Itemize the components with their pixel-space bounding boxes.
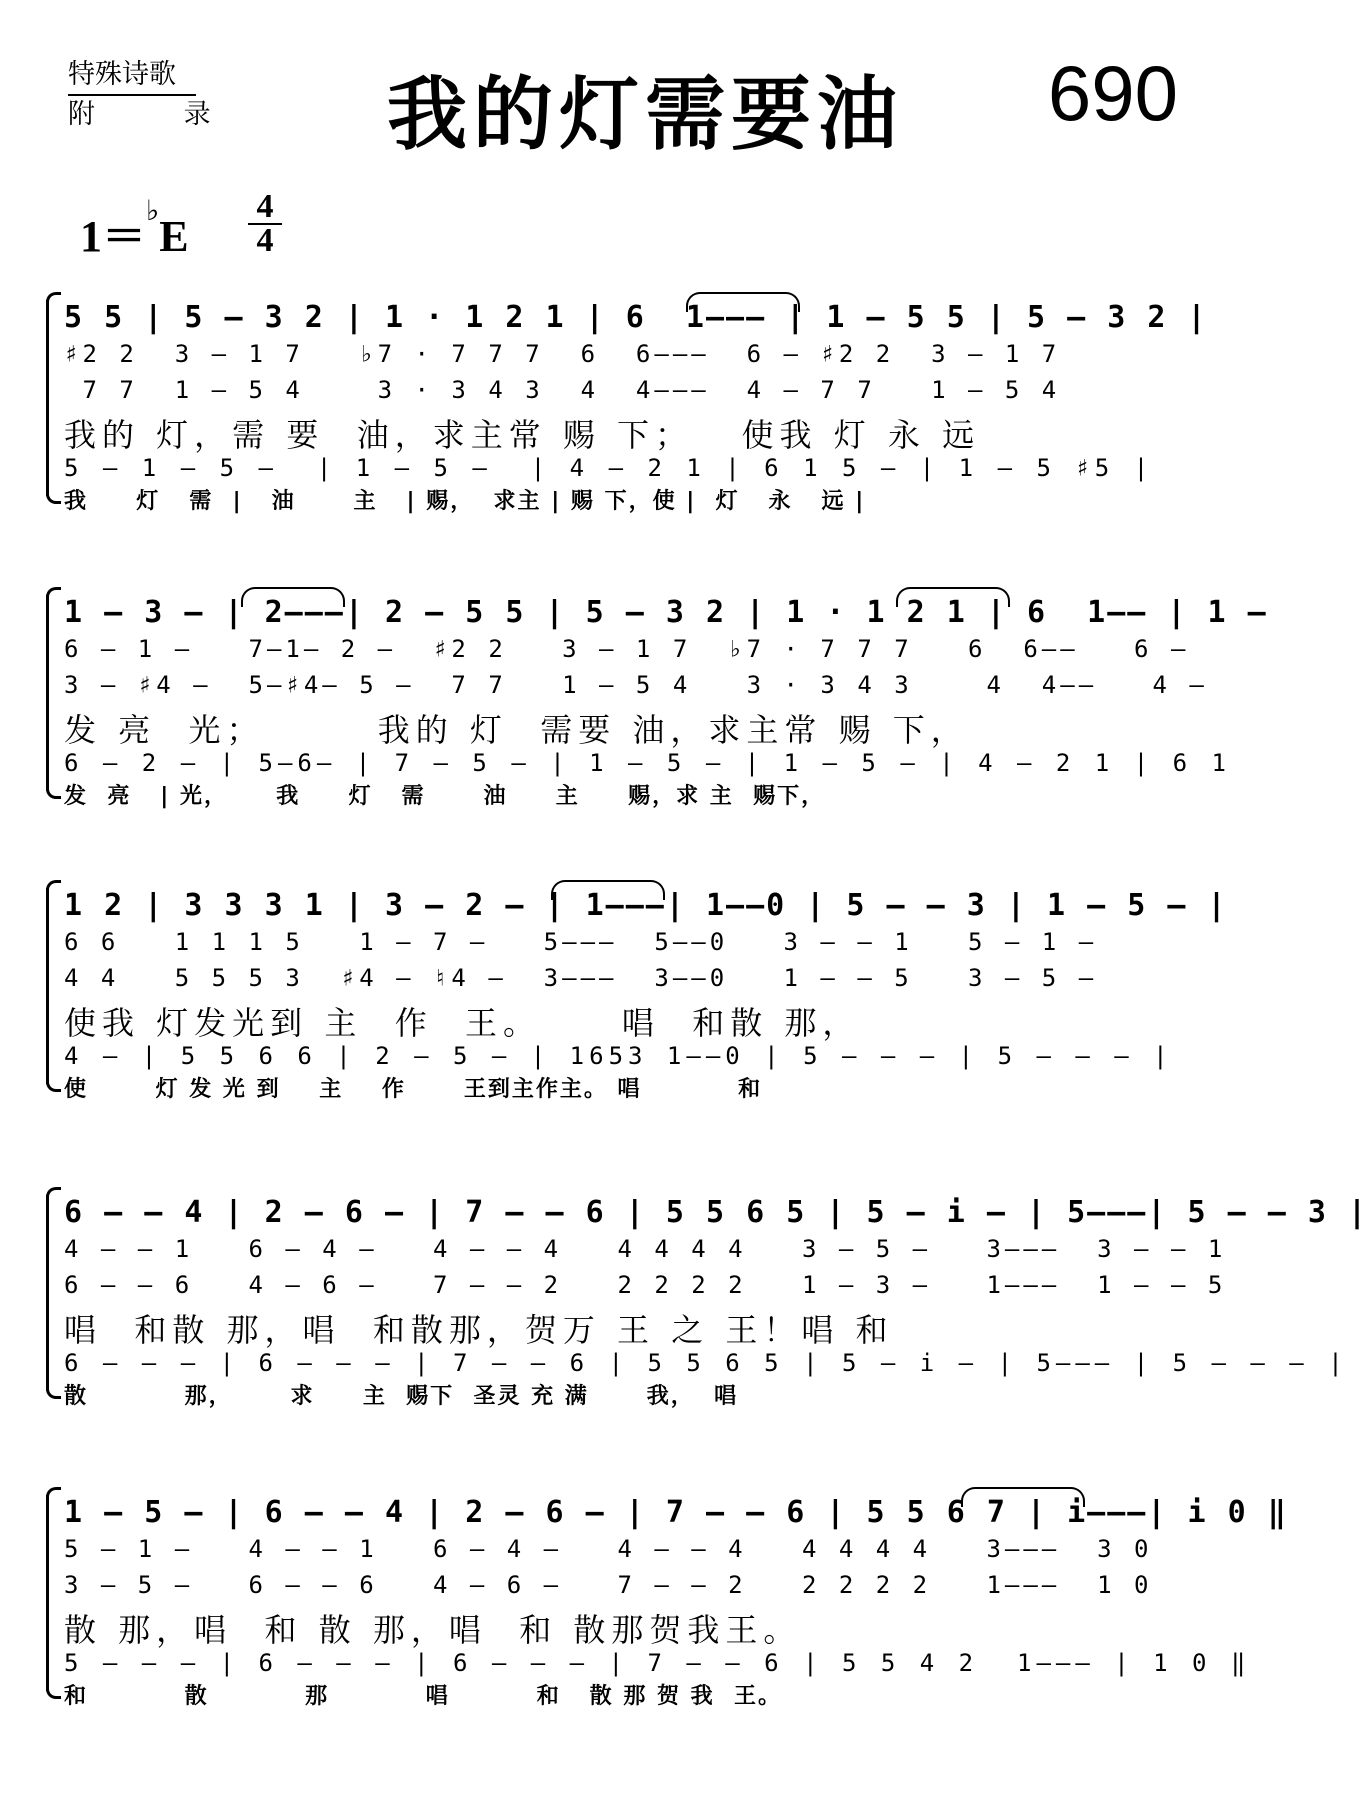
key-signature [80,196,189,264]
lyric-line: 我的 灯，需 要 油，求主常 赐 下； 使我 灯 永 远 [64,416,981,454]
lyric-line: 散 那，唱 和 散 那，唱 和 散那贺我王。 [64,1611,802,1649]
tenor-line: 3 – 5 – 6 – – 6 4 – 6 – 7 – – 2 2 2 2 2 1––– 1 0 [64,1571,1153,1599]
soprano-line: 5 5 | 5 – 3 2 | 1 · 1 2 1 | 6 1––– | 1 – 5 5 | 5 – 3 2 | [64,300,1208,335]
system-3 [46,888,1228,1102]
key-note: E [159,212,189,261]
category-line-2: 附 录 [68,99,251,130]
system-1 [46,300,1208,514]
tenor-line: 4 4 5 5 5 3 ♯4 – ♮4 – 3––– 3––0 1 – – 5 3 – 5 – [64,964,1098,992]
bass-lyric-line: 发 亮 | 光， 我 灯 需 油 主 赐，求 主 赐下， [64,784,826,809]
category-line-1: 特殊诗歌 [68,59,176,90]
alto-line: ♯2 2 3 – 1 7 ♭7 · 7 7 7 6 6––– 6 – ♯2 2 3 – 1 7 [64,340,1061,368]
soprano-line: 6 – – 4 | 2 – 6 – | 7 – – 6 | 5 5 6 5 | 5 – i – | 5–––| 5 – – 3 | [64,1195,1368,1230]
time-signature [248,188,282,259]
lyric-line: 使我 灯发光到 主 作 王。 唱 和散 那， [64,1004,861,1042]
bass-lyric-line: 散 那， 求 主 赐下 圣灵 充 满 我， 唱 [64,1384,739,1409]
tie-mark [241,587,345,607]
bass-line: 5 – 1 – 5 – | 1 – 5 – | 4 – 2 1 | 6 1 5 – | 1 – 5 ♯5 | [64,454,1154,482]
system-bracket [46,888,59,1084]
alto-line: 6 – 1 – 7–1– 2 – ♯2 2 3 – 1 7 ♭7 · 7 7 7 6 6–– 6 – [64,635,1190,663]
system-5 [46,1495,1288,1709]
alto-line: 6 6 1 1 1 5 1 – 7 – 5––– 5––0 3 – – 1 5 – 1 – [64,928,1098,956]
system-2 [46,595,1268,809]
lyric-line: 唱 和散 那，唱 和散那，贺万 王 之 王！唱 和 [64,1311,894,1349]
tie-mark [896,587,1010,607]
system-bracket [46,300,59,496]
bass-lyric-line: 我 灯 需 | 油 主 | 赐， 求主 | 赐 下，使 | 灯 永 远 | [64,489,866,514]
time-top: 4 [256,188,274,225]
flat-sign: ♭ [146,196,160,227]
alto-line: 4 – – 1 6 – 4 – 4 – – 4 4 4 4 4 3 – 5 – 3––– 3 – – 1 [64,1235,1227,1263]
tie-mark [686,292,800,312]
soprano-line: 1 – 3 – | 2–––| 2 – 5 5 | 5 – 3 2 | 1 · 1 2 1 | 6 1–– | 1 – [64,595,1268,630]
soprano-line: 1 – 5 – | 6 – – 4 | 2 – 6 – | 7 – – 6 | 5 5 6 7 | i–––| i 0 ‖ [64,1495,1288,1530]
lyric-line: 发 亮 光； 我的 灯 需要 油，求主常 赐 下， [64,711,969,749]
bass-lyric-line: 和 散 那 唱 和 散 那 贺 我 王。 [64,1684,782,1709]
bass-line: 6 – 2 – | 5–6– | 7 – 5 – | 1 – 5 – | 1 – 5 – | 4 – 2 1 | 6 1 [64,749,1231,777]
key-prefix: 1＝ [80,212,146,261]
tenor-line: 3 – ♯4 – 5–♯4– 5 – 7 7 1 – 5 4 3 · 3 4 3 4 4–– 4 – [64,671,1208,699]
bass-line: 4 – | 5 5 6 6 | 2 – 5 – | 1653 1––0 | 5 – – – | 5 – – – | [64,1042,1173,1070]
tie-mark [551,880,665,900]
hymn-title: 我的灯需要油 [387,68,903,161]
tenor-line: 7 7 1 – 5 4 3 · 3 4 3 4 4––– 4 – 7 7 1 – 5 4 [64,376,1061,404]
alto-line: 5 – 1 – 4 – – 1 6 – 4 – 4 – – 4 4 4 4 4 3––– 3 0 [64,1535,1153,1563]
system-bracket [46,1195,59,1391]
hymn-number: 690 [1047,49,1178,137]
bass-line: 5 – – – | 6 – – – | 6 – – – | 7 – – 6 | 5 5 4 2 1––– | 1 0 ‖ [64,1649,1251,1677]
system-bracket [46,595,59,791]
soprano-line: 1 2 | 3 3 3 1 | 3 – 2 – | 1–––| 1––0 | 5 – – 3 | 1 – 5 – | [64,888,1228,923]
system-4 [46,1195,1368,1409]
bass-lyric-line: 使 灯 发 光 到 主 作 王到主作主。 唱 和 [64,1077,763,1102]
bass-line: 6 – – – | 6 – – – | 7 – – 6 | 5 5 6 5 | 5 – i – | 5––– | 5 – – – | [64,1349,1348,1377]
system-bracket [46,1495,59,1691]
tenor-line: 6 – – 6 4 – 6 – 7 – – 2 2 2 2 2 1 – 3 – 1––– 1 – – 5 [64,1271,1227,1299]
tie-mark [961,1487,1085,1507]
time-bottom: 4 [256,222,274,259]
